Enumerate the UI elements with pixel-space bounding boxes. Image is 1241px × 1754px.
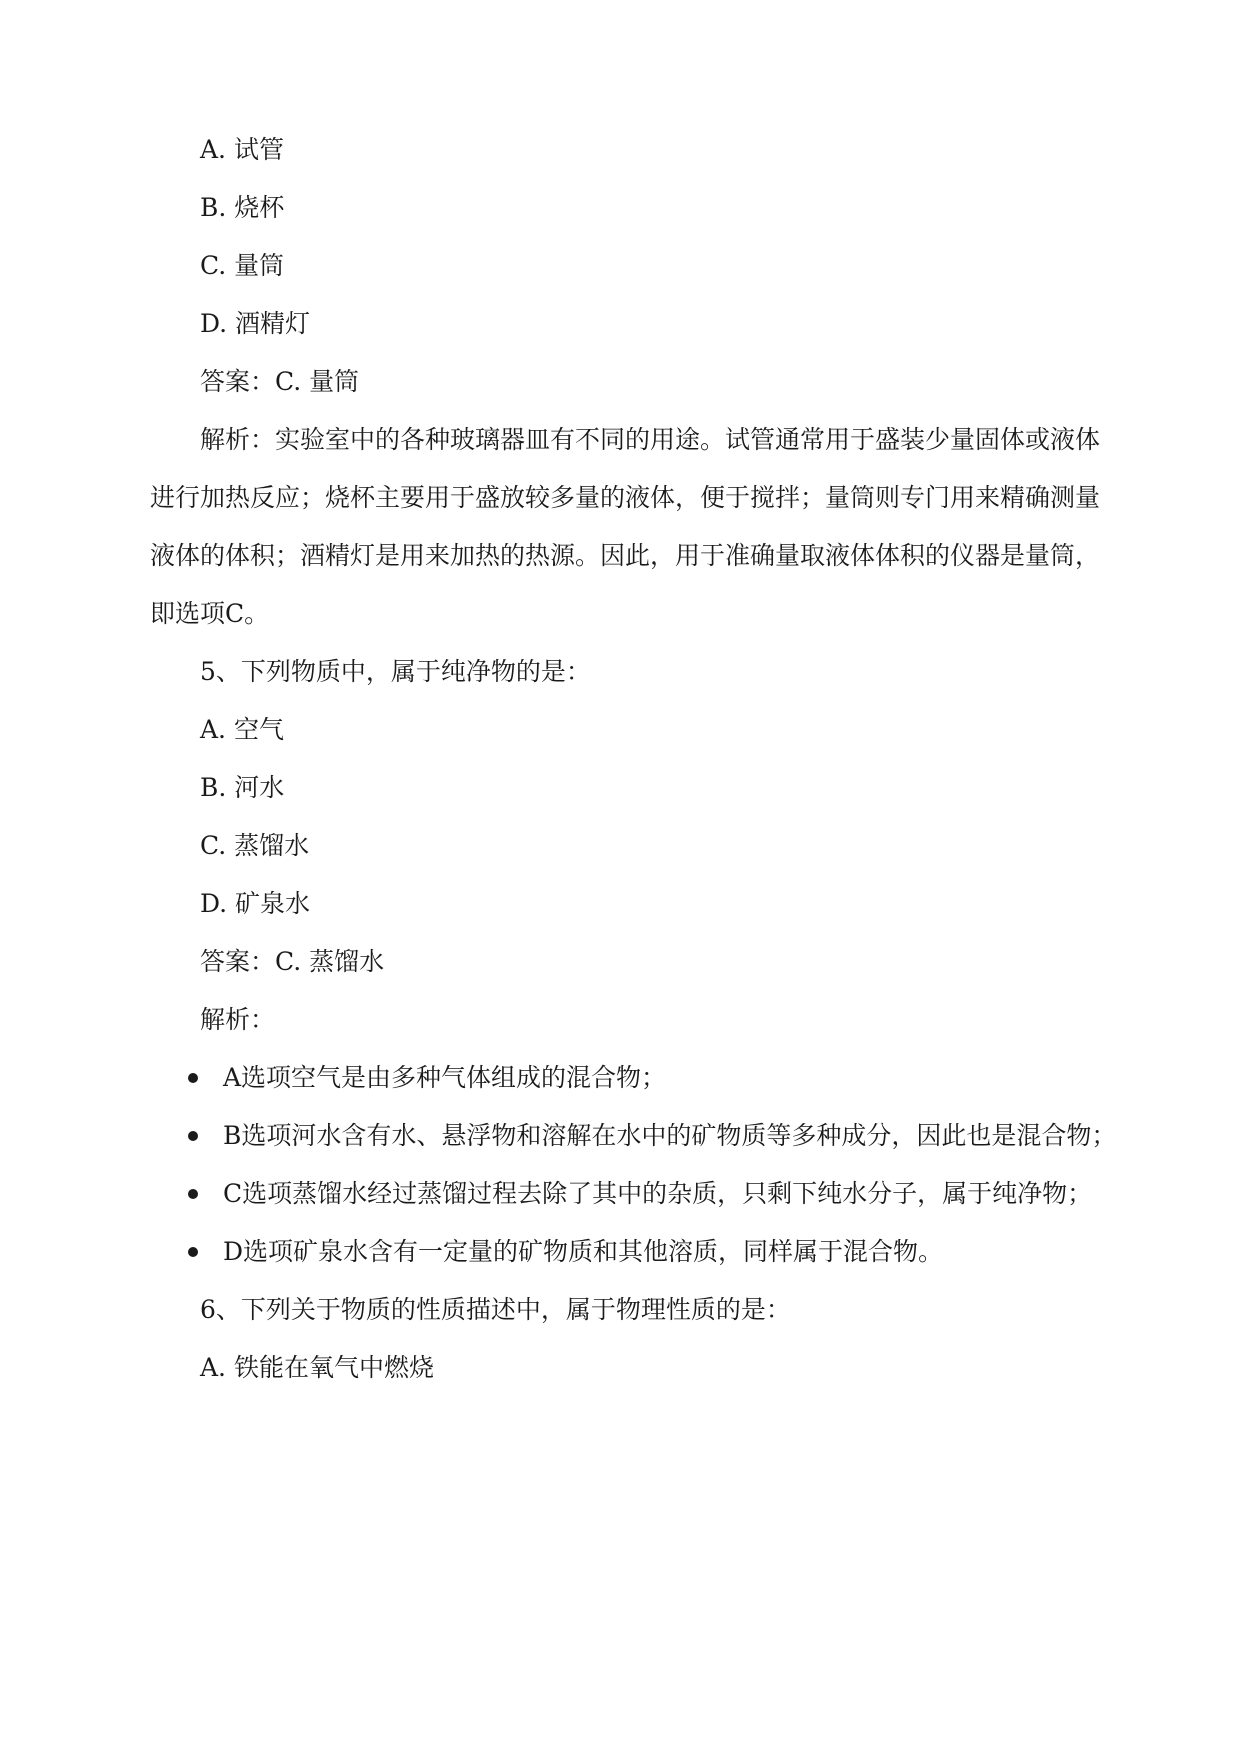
q4-analysis-line-1: 解析：实验室中的各种玻璃器皿有不同的用途。试管通常用于盛装少量固体或液体 [200, 425, 1101, 454]
q4-answer: 答案：C. 量筒 [200, 367, 360, 396]
list-item: D选项矿泉水含有一定量的矿物质和其他溶质，同样属于混合物。 [223, 1237, 944, 1266]
list-item: B选项河水含有水、悬浮物和溶解在水中的矿物质等多种成分，因此也是混合物； [223, 1121, 1117, 1150]
q5-option-c: C. 蒸馏水 [200, 831, 310, 860]
bullet-icon [188, 1073, 198, 1083]
q4-analysis-line-3: 液体的体积；酒精灯是用来加热的热源。因此，用于准确量取液体体积的仪器是量筒， [150, 541, 1101, 570]
q5-option-a: A. 空气 [200, 715, 284, 744]
q5-analysis-label: 解析： [200, 1005, 276, 1034]
q5-option-d: D. 矿泉水 [200, 889, 311, 918]
list-item: A选项空气是由多种气体组成的混合物； [223, 1063, 667, 1092]
q6-option-a: A. 铁能在氧气中燃烧 [200, 1353, 434, 1382]
list-item: C选项蒸馏水经过蒸馏过程去除了其中的杂质，只剩下纯水分子，属于纯净物； [223, 1179, 1093, 1208]
q4-option-a: A. 试管 [200, 135, 284, 164]
q5-answer: 答案：C. 蒸馏水 [200, 947, 385, 976]
q4-option-b: B. 烧杯 [200, 193, 285, 222]
q6-stem: 6、下列关于物质的性质描述中，属于物理性质的是： [200, 1295, 791, 1324]
q4-option-c: C. 量筒 [200, 251, 285, 280]
bullet-icon [188, 1131, 198, 1141]
q5-option-b: B. 河水 [200, 773, 285, 802]
bullet-icon [188, 1247, 198, 1257]
bullet-icon [188, 1189, 198, 1199]
q4-option-d: D. 酒精灯 [200, 309, 311, 338]
q4-analysis-line-2: 进行加热反应；烧杯主要用于盛放较多量的液体，便于搅拌；量筒则专门用来精确测量 [150, 483, 1101, 512]
q5-stem: 5、下列物质中，属于纯净物的是： [200, 657, 591, 686]
q4-analysis-line-4: 即选项C。 [150, 599, 270, 628]
